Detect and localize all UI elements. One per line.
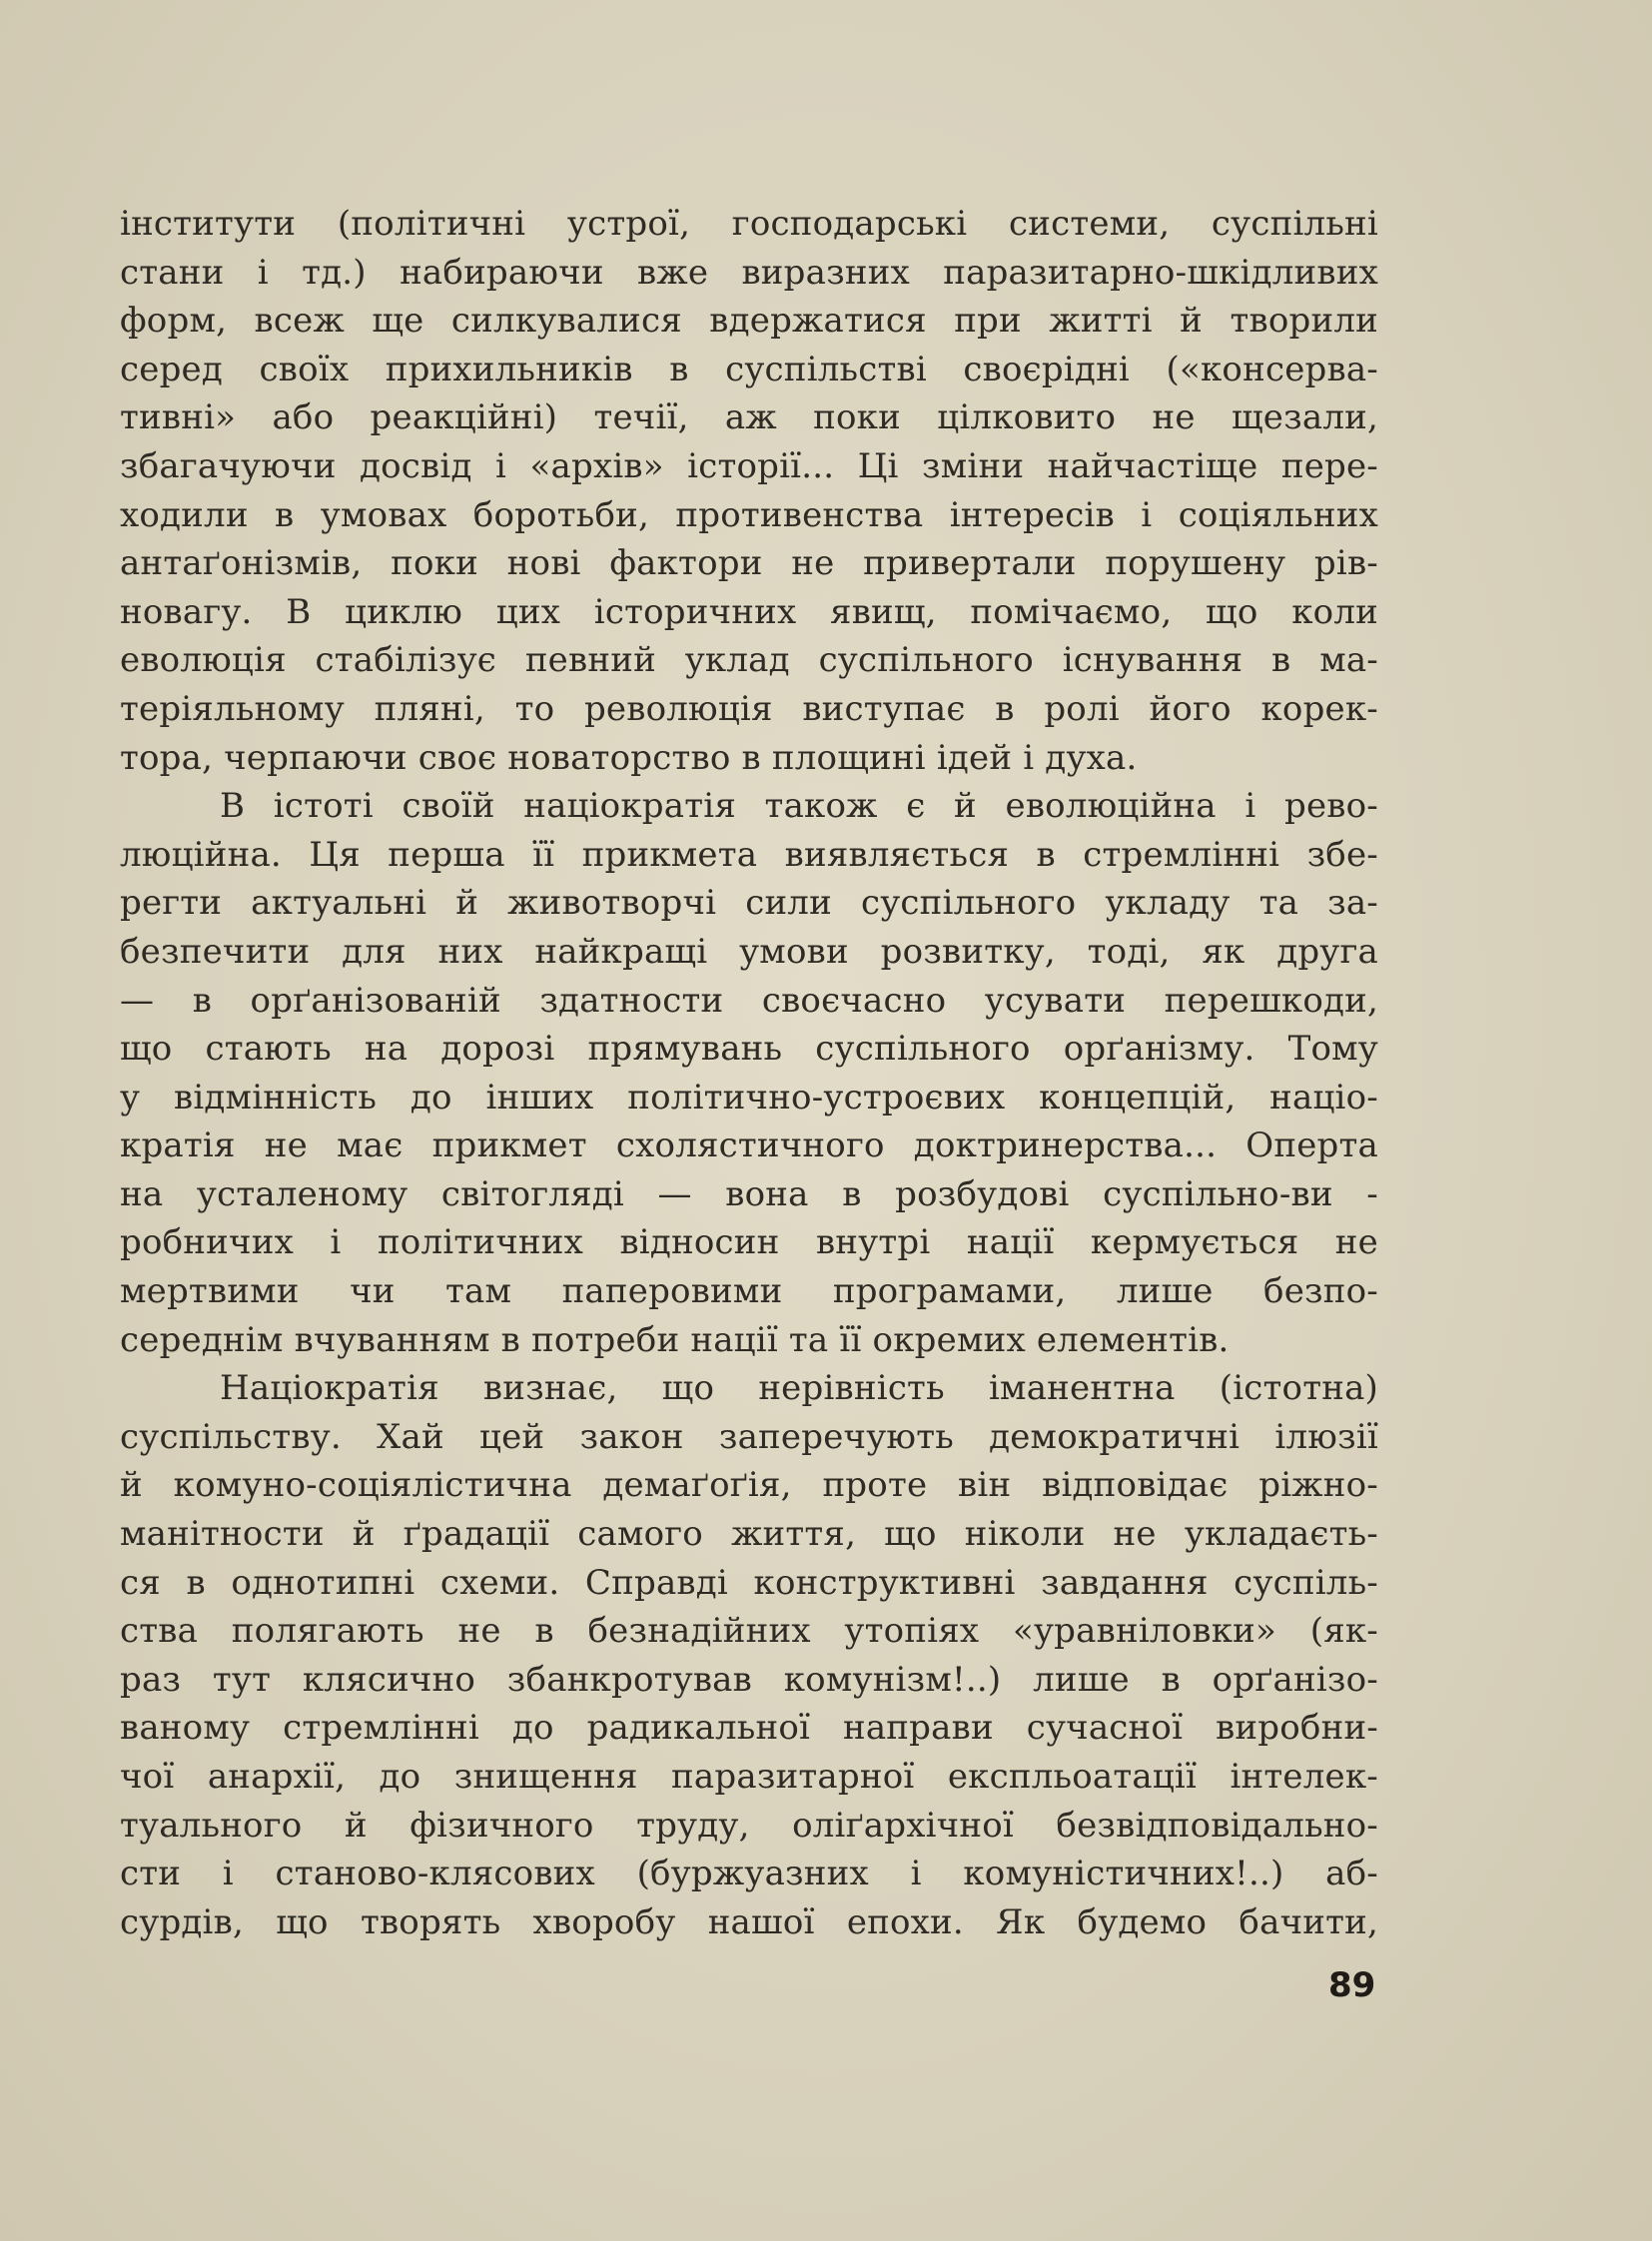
text-line: серед своїх прихильників в суспільстві своєрідні («консерва-: [120, 349, 1378, 389]
text-line: В істоті своїй націократія також є й еволюційна і рево-: [220, 786, 1378, 827]
text-line: й комуно-соціялістична демаґоґія, проте він відповідає ріжно-: [120, 1465, 1378, 1506]
text-line: Націократія визнає, що нерівність іманентна (істотна): [220, 1368, 1378, 1409]
text-line: суспільству. Хай цей закон заперечують демократичні ілюзії: [120, 1416, 1378, 1457]
text-line: середнім вчуванням в потреби нації та її окремих елементів.: [120, 1319, 1230, 1360]
text-line: кратія не має прикмет схолястичного доктринерства... Оперта: [120, 1125, 1378, 1166]
text-line: сурдів, що творять хворобу нашої епохи. Як будемо бачити,: [120, 1901, 1378, 1942]
text-line: що стають на дорозі прямувань суспільного орґанізму. Тому: [120, 1029, 1378, 1070]
text-line: манітности й ґрадації самого життя, що ніколи не укладаєть-: [120, 1514, 1378, 1555]
text-line: ходили в умовах боротьби, противенства інтересів і соціяльних: [120, 494, 1378, 535]
text-line: робничих і політичних відносин внутрі нації кермується не: [120, 1222, 1378, 1263]
text-line: тивні» або реакційні) течії, аж поки цілковито не щезали,: [120, 397, 1378, 438]
text-line: еволюція стабілізує певний уклад суспільного існування в ма-: [120, 640, 1378, 681]
text-line: у відмінність до інших політично-устроєвих концепцій, націо-: [120, 1077, 1378, 1118]
text-line: ваному стремлінні до радикальної направи сучасної виробни-: [120, 1708, 1378, 1749]
text-line: тора, черпаючи своє новаторство в площині ідей і духа.: [120, 737, 1138, 778]
text-line: сти і станово-клясових (буржуазних і комуністичних!..) аб-: [120, 1854, 1378, 1894]
text-line: збагачуючи досвід і «архів» історії... Ці зміни найчастіще пере-: [120, 445, 1378, 486]
text-line: на усталеному світогляді — вона в розбудові суспільно-ви -: [120, 1173, 1378, 1214]
text-line: форм, всеж ще силкувалися вдержатися при житті й творили: [120, 301, 1378, 342]
text-line: ся в однотипні схеми. Справді конструктивні завдання суспіль-: [120, 1562, 1378, 1603]
text-line: регти актуальні й животворчі сили суспільного укладу та за-: [120, 883, 1378, 924]
text-line: інститути (політичні устрої, господарські системи, суспільні: [120, 204, 1378, 244]
page-number: 89: [1328, 1965, 1376, 2005]
text-line: безпечити для них найкращі умови розвитку, тоді, як друга: [120, 931, 1378, 972]
text-line: антаґонізмів, поки нові фактори не привертали порушену рів-: [120, 543, 1378, 584]
text-line: ства полягають не в безнадійних утопіях «уравніловки» (як-: [120, 1611, 1378, 1652]
text-line: мертвими чи там паперовими програмами, лише безпо-: [120, 1271, 1378, 1312]
body-text: [120, 200, 1378, 1946]
text-line: новагу. В циклю цих історичних явищ, помічаємо, що коли: [120, 591, 1378, 632]
text-line: чої анархії, до знищення паразитарної експльоатації інтелек-: [120, 1757, 1378, 1797]
text-line: стани і тд.) набираючи вже виразних паразитарно-шкідливих: [120, 252, 1378, 293]
text-line: раз тут клясично збанкротував комунізм!..) лише в орґанізо-: [120, 1659, 1378, 1700]
text-line: люційна. Ця перша її прикмета виявляється в стремлінні збе-: [120, 834, 1378, 875]
text-line: теріяльному пляні, то революція виступає в ролі його корек-: [120, 688, 1378, 729]
text-line: — в орґанізованій здатности своєчасно усувати перешкоди,: [120, 980, 1378, 1021]
text-line: туального й фізичного труду, оліґархічної безвідповідально-: [120, 1805, 1378, 1846]
